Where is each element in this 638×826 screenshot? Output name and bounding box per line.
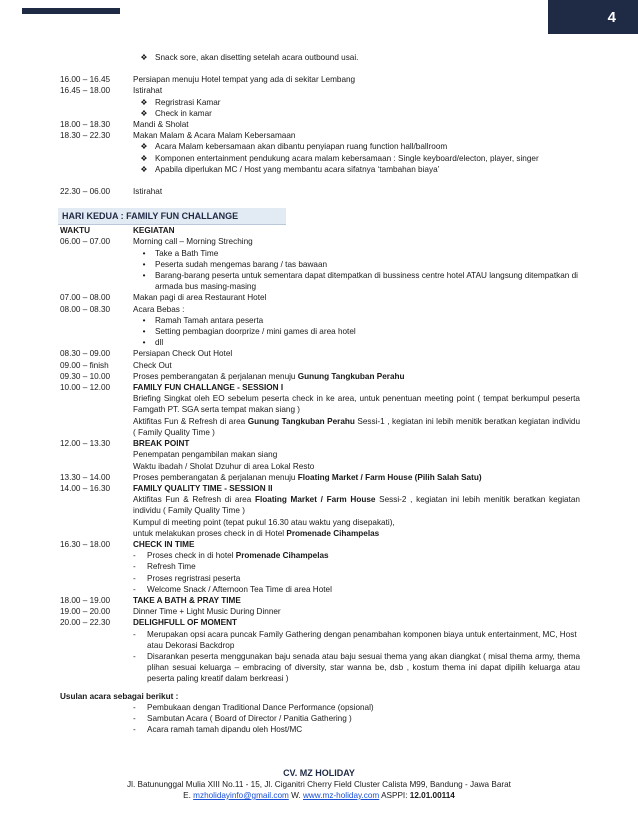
schedule-row: 19.00 – 20.00 Dinner Time + Light Music During Dinner: [60, 607, 281, 617]
schedule-row: 18.00 – 18.30 Mandi & Sholat: [60, 120, 189, 130]
schedule-row: 09.00 – finish Check Out: [60, 360, 172, 370]
schedule-row: 22.30 – 06.00 Istirahat: [60, 187, 163, 197]
schedule-row: 13.30 – 14.00 Proses pemberangatan & perjalanan menuju Floating Market / Farm House (Pilih Salah Satu): [60, 472, 482, 482]
company-name: CV. MZ HOLIDAY: [283, 768, 355, 778]
dash-bullet-icon: -: [133, 725, 136, 735]
schedule-row: 08.30 – 09.00 Persiapan Check Out Hotel: [60, 349, 233, 359]
schedule-row: 10.00 – 12.00 FAMILY FUN CHALLANGE - SESSION I Briefing Singkat oleh EO sebelum peserta check in ke area, untuk penentuan meeting point ( tempat berkumpul peserta Famgath PT. SGA serta tempat makan siang ) Aktifitas Fun & Refresh di area Gunung Tangkuban Perahu Sessi-1 , kegiatan ini lebih menitik beratkan kegiatan individu ( Family Quality Time ): [60, 383, 580, 437]
itinerary-content: [60, 52, 580, 735]
dash-bullet-icon: -: [133, 651, 136, 661]
diamond-bullet-icon: ❖: [140, 153, 148, 163]
diamond-bullet-icon: ❖: [140, 164, 148, 174]
schedule-row: 16.45 – 18.00 Istirahat ❖ Regristrasi Kamar ❖ Check in kamar: [60, 86, 221, 118]
dot-bullet-icon: •: [142, 259, 146, 269]
asppi-number: 12.01.00114: [409, 791, 455, 800]
schedule-row: 18.00 – 19.00 TAKE A BATH & PRAY TIME: [60, 595, 241, 605]
dash-bullet-icon: -: [133, 551, 136, 561]
schedule-row: 16.30 – 18.00 CHECK IN TIME - Proses check in di hotel Promenade Cihampelas - Refresh Time - Proses regristrasi peserta - Welcome Snack / Afternoon Tea Time di area Hotel: [60, 539, 332, 594]
dot-bullet-icon: •: [142, 315, 146, 325]
schedule-row: 18.30 – 22.30 Makan Malam & Acara Malam Kebersamaan ❖ Acara Malam kebersamaan akan dibantu penyiapan ruang function hall/ballroom ❖ Komponen entertainment pendukung acara malam kebersamaan : Single keyboard/electon, player, singer ❖ Apabila diperlukan MC / Host yang membantu acara sifatnya ‘tambahan biaya’: [60, 131, 539, 174]
usulan-item: - Acara ramah tamah dipandu oleh Host/MC: [133, 725, 303, 735]
dot-bullet-icon: •: [142, 248, 146, 258]
usulan-heading: Usulan acara sebagai berikut :: [60, 691, 179, 701]
dash-bullet-icon: -: [133, 562, 136, 572]
schedule-row: 12.00 – 13.30 BREAK POINT Penempatan pengambilan makan siang Waktu ibadah / Sholat Dzuhur di area Lokal Resto: [60, 439, 315, 471]
diamond-bullet-icon: ❖: [140, 108, 148, 118]
dash-bullet-icon: -: [133, 573, 136, 583]
diamond-bullet-icon: ❖: [140, 97, 148, 107]
schedule-row: 06.00 – 07.00 Morning call – Morning Streching • Take a Bath Time • Peserta sudah mengemas barang / tas bawaan • Barang-barang peserta untuk sementara dapat ditempatkan di bussiness centre hotel ATAU langsung ditempatkan di armada bus masing-masing: [60, 237, 578, 292]
day2-heading: HARI KEDUA : FAMILY FUN CHALLANGE: [58, 208, 286, 225]
page-number-badge: 4: [548, 0, 638, 34]
dash-bullet-icon: -: [133, 629, 136, 639]
usulan-item: - Sambutan Acara ( Board of Director / Panitia Gathering ): [133, 713, 352, 723]
schedule-row: 07.00 – 08.00 Makan pagi di area Restaurant Hotel: [60, 293, 267, 303]
schedule-row: 08.00 – 08.30 Acara Bebas : • Ramah Tamah antara peserta • Setting pembagian doorprize / mini games di area hotel • dll: [60, 304, 356, 348]
company-address: Jl. Batununggal Mulia XIII No.11 - 15, Jl. Ciganitri Cherry Field Cluster Calista M99, Bandung - Jawa Barat: [127, 780, 511, 789]
schedule-row: 14.00 – 16.30 FAMILY QUALITY TIME - SESSION II Aktifitas Fun & Refresh di area Floating Market / Farm House Sessi-2 , kegiatan ini lebih menitik beratkan kegiatan individu ( Family Quality Time ) Kumpul di meeting point (tepat pukul 16.30 atau waktu yang disepakati), untuk melakukan proses check in di Hotel Promenade Cihampelas: [60, 483, 580, 538]
email-link[interactable]: mzholidayinfo@gmail.com: [193, 791, 289, 800]
dash-bullet-icon: -: [133, 584, 136, 594]
footer: [0, 768, 638, 801]
dash-bullet-icon: -: [133, 702, 136, 712]
schedule-row: 09.30 – 10.00 Proses pemberangatan & perjalanan menuju Gunung Tangkuban Perahu: [60, 371, 405, 381]
column-headers: WAKTU KEGIATAN: [60, 226, 175, 236]
diamond-bullet-icon: ❖: [140, 142, 148, 152]
website-link[interactable]: www.mz-holiday.com: [302, 791, 380, 800]
dot-bullet-icon: •: [142, 327, 146, 337]
top-accent-bar: [22, 8, 120, 14]
diamond-bullet-icon: ❖: [140, 53, 148, 62]
usulan-item: - Pembukaan dengan Traditional Dance Performance (opsional): [133, 702, 374, 712]
dot-bullet-icon: •: [142, 338, 146, 348]
contact-line: E. mzholidayinfo@gmail.com W. www.mz-holiday.com ASPPI: 12.01.00114: [183, 791, 455, 800]
dot-bullet-icon: •: [142, 271, 146, 281]
snack-row: ❖ Snack sore, akan disetting setelah acara outbound usai.: [60, 52, 580, 63]
schedule-row: 20.00 – 22.30 DELIGHFULL OF MOMENT - Merupakan opsi acara puncak Family Gathering dengan penambahan komponen biaya untuk entertainment, MC, Host atau Dekorasi Backdrop - Disarankan peserta menggunakan baju senada atau baju sesuai thema yang akan diangkat ( misal thema army, thema plihan sesuai keluarga – embracing of diversity, star wanna be, dsb , kostum thema ini dapat dipilih keluarga atau peserta paling kreatif dalam berkreasi ): [60, 618, 580, 684]
schedule-row: 16.00 – 16.45 Persiapan menuju Hotel tempat yang ada di sekitar Lembang: [60, 75, 356, 85]
dash-bullet-icon: -: [133, 713, 136, 723]
